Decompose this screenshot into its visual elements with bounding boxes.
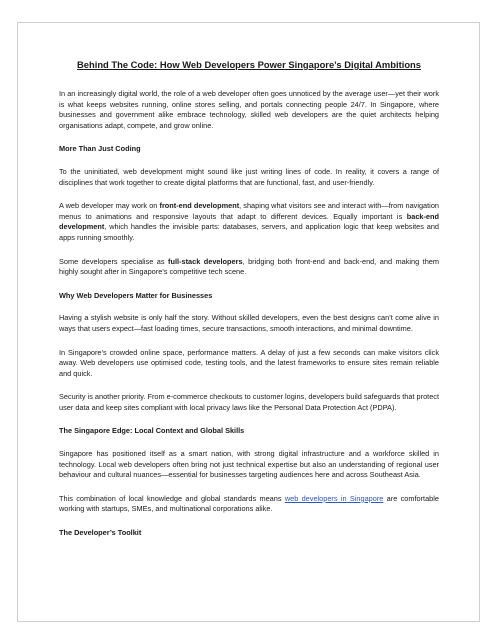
section1-paragraph-2 xyxy=(59,201,439,243)
section-heading-toolkit: The Developer’s Toolkit xyxy=(59,528,142,538)
text-run: , shaping what visitors see and interact with—from navigation menus to animations and responsive layouts that adapt to different devices. Equally important is xyxy=(59,201,439,221)
text-run: Some developers specialise as xyxy=(59,256,169,266)
bold-term-full-stack: full-stack developers xyxy=(168,256,243,266)
link-web-developers-singapore[interactable]: web developers in Singapore xyxy=(284,493,384,503)
section2-paragraph-3: Security is another priority. From e-commerce checkouts to customer logins, developers build safeguards that protect user data and keep sites compliant with local privacy laws like the Personal Data Protection Act (PDPA). xyxy=(59,392,439,412)
section2-paragraph-1: Having a stylish website is only half the story. Without skilled developers, even the best designs can’t come alive in ways that users expect—fast loading times, secure transactions, smooth interactions, and minimal downtime. xyxy=(59,313,439,333)
intro-paragraph: In an increasingly digital world, the role of a web developer often goes unnoticed by the average user—yet their work is what keeps websites running, online stores selling, and portals connecting people 24/7. In Singapore, where businesses and government alike embrace technology, skilled web developers are the quiet architects helping organisations adapt, compete, and grow online. xyxy=(59,89,439,130)
text-run: , which handles the invisible parts: databases, servers, and application logic that keep websites and apps running smoothly. xyxy=(59,222,439,242)
text-run: , bridging both front-end and back-end, and making them highly sought after in Singapore’s competitive tech scene. xyxy=(59,256,440,277)
bold-term-front-end: front-end development xyxy=(159,201,240,211)
section-heading-more-than-coding: More Than Just Coding xyxy=(59,144,141,154)
bold-term-back-end: back-end development xyxy=(59,211,439,232)
document-body xyxy=(59,58,439,551)
text-run: A web developer may work on xyxy=(59,201,160,211)
section2-paragraph-2: In Singapore’s crowded online space, performance matters. A delay of just a few seconds can make visitors click away. Web developers use optimised code, testing tools, and the latest frameworks to ensure sites remain reliable and quick. xyxy=(59,347,439,378)
document-title: Behind The Code: How Web Developers Power Singapore’s Digital Ambitions xyxy=(77,59,421,70)
section3-paragraph-1: Singapore has positioned itself as a smart nation, with strong digital infrastructure and a workforce skilled in technology. Local web developers often bring not just technical expertise but also an understanding of regional user behaviour and cultural nuances—essential for businesses targeting audiences here and across Southeast Asia. xyxy=(59,449,439,480)
section-heading-singapore-edge: The Singapore Edge: Local Context and Global Skills xyxy=(59,426,245,436)
text-run: This combination of local knowledge and global standards means xyxy=(59,493,285,503)
text-run: are comfortable working with startups, SMEs, and multinational corporations alike. xyxy=(59,493,439,514)
section1-paragraph-1: To the uninitiated, web development might sound like just writing lines of code. In reality, it covers a range of disciplines that work together to create digital platforms that are functional, fast, and user-friendly. xyxy=(59,166,439,187)
section3-paragraph-2 xyxy=(59,494,439,515)
section-heading-why-matter: Why Web Developers Matter for Businesses xyxy=(59,290,213,300)
section1-paragraph-3 xyxy=(59,257,439,278)
